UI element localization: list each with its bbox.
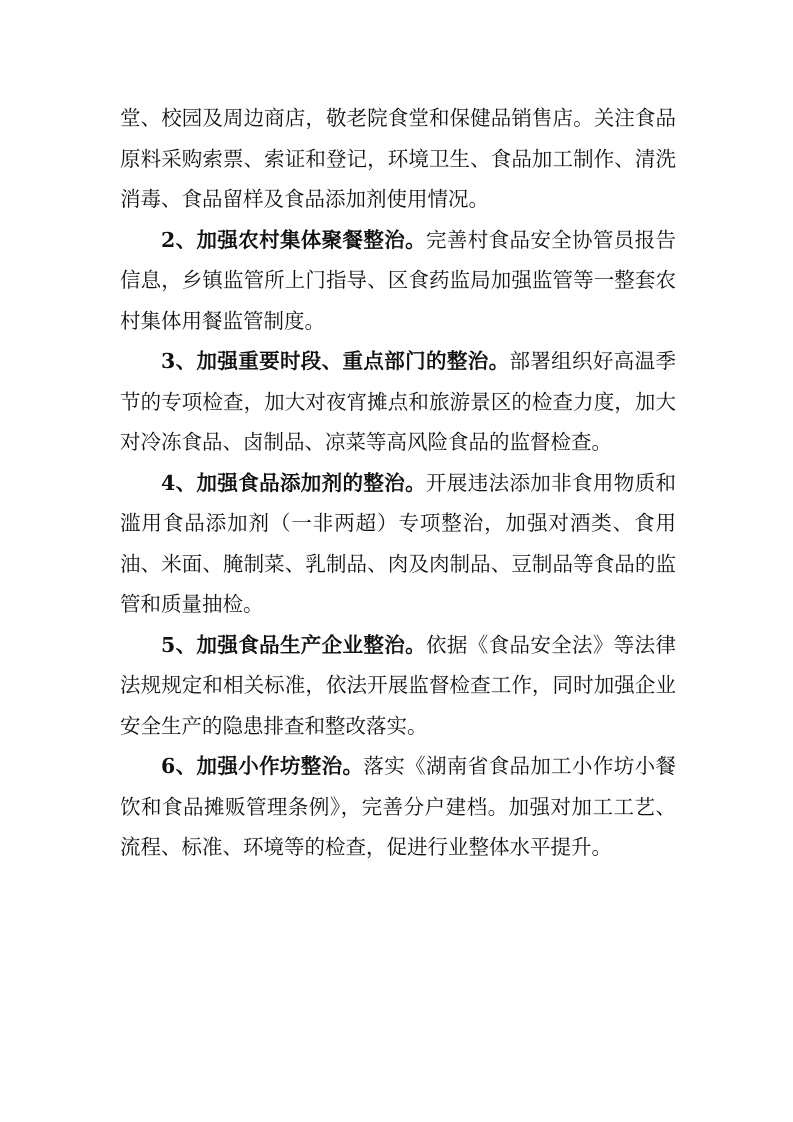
item-body-2: 完善村食品安全协管员报告信息，乡镇监管所上门指导、区食药监局加强监管等一整套农村集体用餐监管制度。 xyxy=(120,227,677,333)
item-heading-5: 5、加强食品生产企业整治。 xyxy=(161,632,426,657)
intro-paragraph: 堂、校园及周边商店，敬老院食堂和保健品销售店。关注食品原料采购索票、索证和登记，环境卫生、食品加工制作、清洗消毒、食品留样及食品添加剂使用情况。 xyxy=(120,106,676,211)
document-page xyxy=(120,98,676,868)
item-heading-4: 4、加强食品添加剂的整治。 xyxy=(161,470,426,495)
item-paragraph-3 xyxy=(120,341,676,463)
item-body-4: 开展违法添加非食用物质和滥用食品添加剂（一非两超）专项整治，加强对酒类、食用油、米面、腌制菜、乳制品、肉及肉制品、豆制品等食品的监管和质量抽检。 xyxy=(120,470,677,616)
item-paragraph-4 xyxy=(120,463,676,625)
item-heading-3: 3、加强重要时段、重点部门的整治。 xyxy=(161,349,510,373)
item-heading-2: 2、加强农村集体聚餐整治。 xyxy=(161,227,426,252)
item-body-5: 依据《食品安全法》等法律法规规定和相关标准，依法开展监督检查工作，同时加强企业安全生产的隐患排查和整改落实。 xyxy=(120,632,677,738)
item-paragraph-6 xyxy=(120,746,676,868)
item-body-3: 部署组织好高温季节的专项检查，加大对夜宵摊点和旅游景区的检查力度，加大对冷冻食品、卤制品、凉菜等高风险食品的监督检查。 xyxy=(120,349,677,454)
item-heading-6: 6、加强小作坊整治。 xyxy=(161,754,364,778)
item-paragraph-2 xyxy=(120,220,676,342)
item-paragraph-5 xyxy=(120,625,676,747)
item-body-6: 落实《湖南省食品加工小作坊小餐饮和食品摊贩管理条例》，完善分户建档。加强对加工工艺、流程、标准、环境等的检查，促进行业整体水平提升。 xyxy=(120,754,677,859)
